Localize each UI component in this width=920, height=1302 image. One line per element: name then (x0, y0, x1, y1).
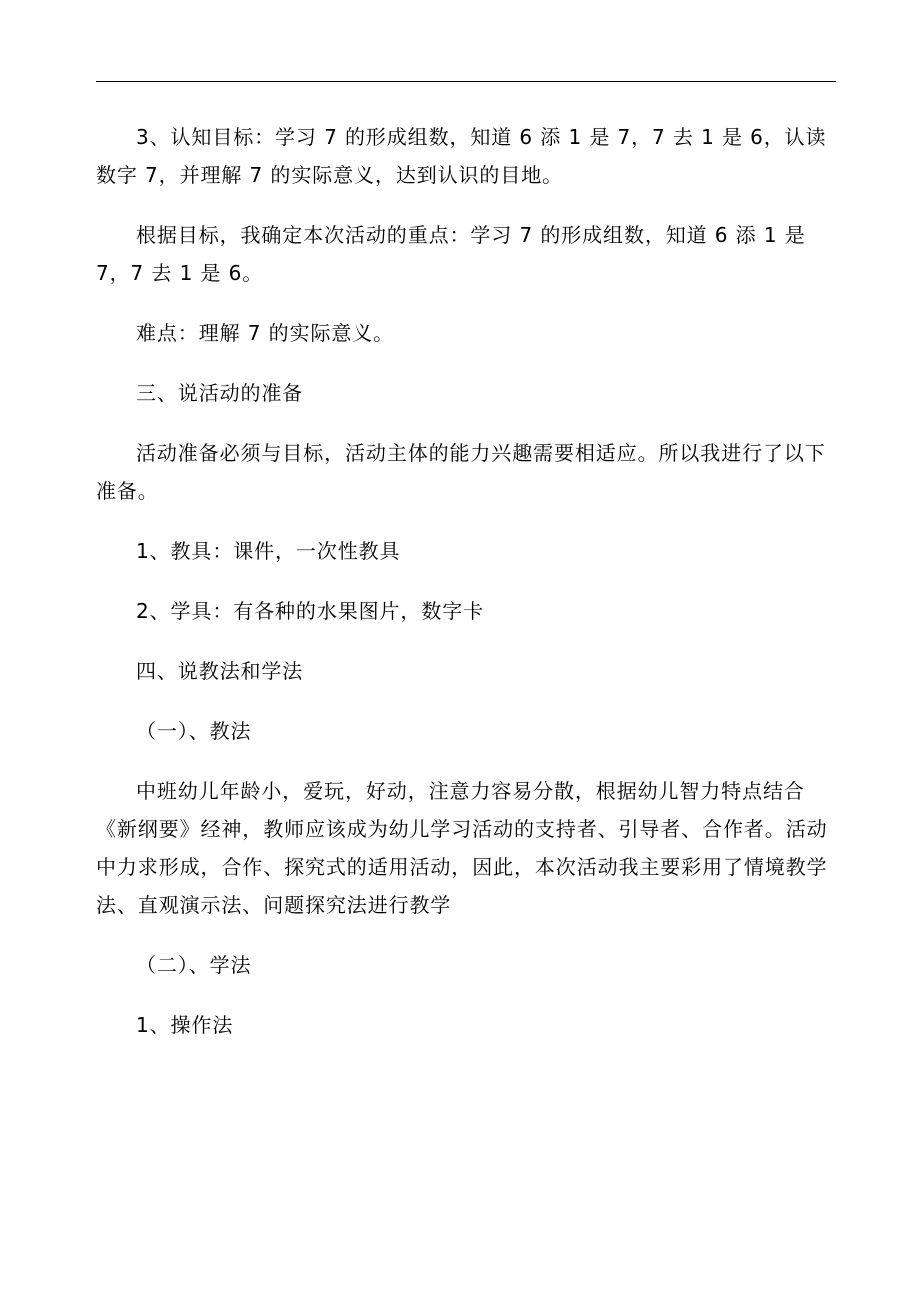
paragraph-gap (96, 570, 836, 592)
paragraph-difficulty: 难点：理解 7 的实际意义。 (136, 321, 395, 345)
paragraph-gap (96, 924, 836, 946)
document-body (96, 118, 836, 1044)
paragraph-gap (96, 630, 836, 652)
paragraph-gap (96, 412, 836, 434)
paragraph-gap (96, 292, 836, 314)
list-item-teaching-aids: 1、教具：课件，一次性教具 (136, 539, 401, 563)
paragraph-cognitive-goal: 3、认知目标：学习 7 的形成组数，知道 6 添 1 是 7，7 去 1 是 6，认读数字 7，并理解 7 的实际意义，达到认识的目地。 (96, 125, 827, 187)
paragraph-preparation: 活动准备必须与目标，活动主体的能力兴趣需要相适应。所以我进行了以下准备。 (96, 441, 826, 503)
paragraph-gap (96, 352, 836, 374)
subheading-teaching-method: （一）、教法 (136, 719, 252, 743)
paragraph-gap (96, 750, 836, 772)
paragraph-gap (96, 984, 836, 1006)
section-heading-methods: 四、说教法和学法 (136, 659, 304, 683)
paragraph-key-point: 根据目标，我确定本次活动的重点：学习 7 的形成组数，知道 6 添 1 是 7，7 去 1 是 6。 (96, 223, 806, 285)
paragraph-gap (96, 194, 836, 216)
list-item-learning-aids: 2、学具：有各种的水果图片，数字卡 (136, 599, 485, 623)
subheading-learning-method: （二）、学法 (136, 953, 252, 977)
header-rule (96, 81, 836, 82)
section-heading-preparation: 三、说活动的准备 (136, 381, 304, 405)
paragraph-gap (96, 510, 836, 532)
list-item-operation-method: 1、操作法 (136, 1013, 234, 1037)
paragraph-gap (96, 690, 836, 712)
paragraph-teaching-method: 中班幼儿年龄小，爱玩，好动，注意力容易分散，根据幼儿智力特点结合《新纲要》经神，教师应该成为幼儿学习活动的支持者、引导者、合作者。活动中力求形成，合作、探究式的适用活动，因此，本次活动我主要彩用了情境教学法、直观演示法、问题探究法进行教学 (96, 779, 828, 917)
